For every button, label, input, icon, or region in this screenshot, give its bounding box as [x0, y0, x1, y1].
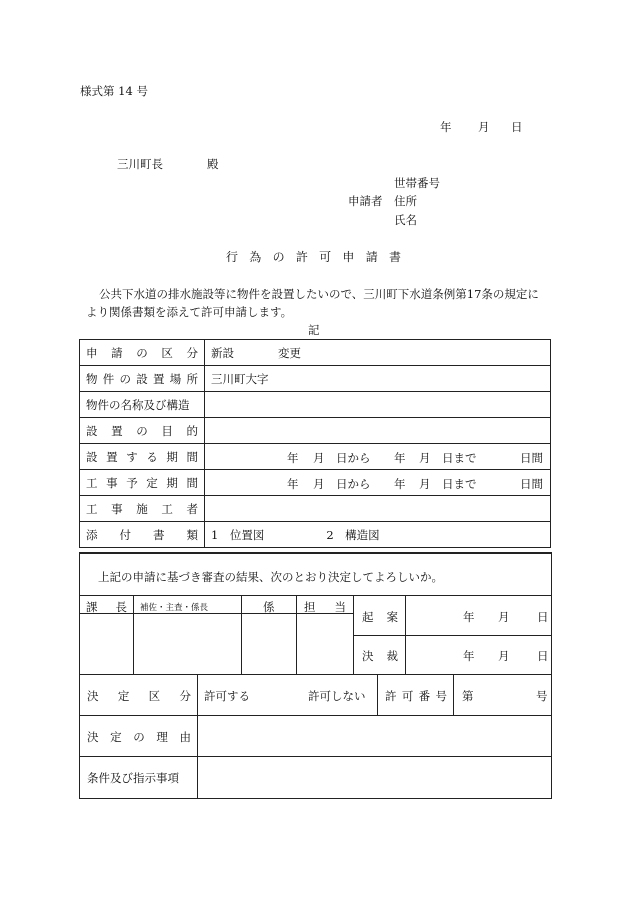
not-permit-option[interactable]: 許可しない [308, 689, 366, 703]
row-value[interactable] [205, 340, 551, 366]
title-char: の [272, 250, 285, 264]
document-title [226, 248, 401, 265]
row-label [80, 418, 205, 444]
label-char: 起 [362, 610, 374, 624]
label-char: の [136, 423, 148, 438]
period-day-to: 日まで [442, 477, 477, 491]
label-char: 書 [153, 527, 165, 542]
period-days: 日間 [520, 451, 543, 465]
divider [197, 674, 198, 798]
title-char: 書 [388, 250, 401, 264]
label-char: 由 [179, 730, 191, 744]
kessai-month: 月 [498, 649, 510, 663]
label-char: 決 [87, 689, 99, 703]
label-char: 許 [385, 689, 397, 703]
form-number: 様式第 14 号 [80, 84, 148, 98]
label-char: の [119, 371, 131, 386]
label-char: 間 [186, 475, 198, 490]
label-char: 区 [148, 689, 161, 703]
label-char: 案 [386, 610, 398, 624]
divider [80, 715, 551, 716]
permit-number-label [385, 688, 447, 704]
value-location: 三川町大字 [211, 371, 269, 386]
label-text: 物件の名称及び構造 [86, 397, 190, 412]
label-char: 施 [136, 501, 148, 516]
body-text-line2: より関係書類を添えて許可申請します。 [86, 305, 293, 319]
label-char: 分 [179, 689, 191, 703]
label-char: 事 [106, 475, 118, 490]
date-year: 年 [440, 120, 452, 134]
period-month: 月 [419, 477, 431, 491]
kacho-header [86, 599, 127, 615]
conditions-label: 条件及び指示事項 [87, 771, 179, 785]
label-char: 工 [86, 475, 98, 490]
label-char: 事 [111, 501, 123, 516]
row-value[interactable] [205, 496, 551, 522]
date-month: 月 [478, 120, 490, 134]
label-char: 区 [161, 345, 173, 360]
kessai-label [362, 648, 398, 664]
table-row [80, 418, 551, 444]
title-char: 可 [319, 250, 332, 264]
period-month: 月 [313, 477, 325, 491]
label-char: 者 [186, 501, 198, 516]
period-days: 日間 [520, 477, 543, 491]
label-char: 工 [161, 501, 173, 516]
period-day-from: 日から [336, 477, 371, 491]
period-year: 年 [394, 477, 406, 491]
divider [405, 595, 406, 674]
kian-day: 日 [537, 610, 549, 624]
attachment-1: 1 位置図 [211, 527, 265, 542]
label-char: る [146, 449, 158, 464]
kian-year: 年 [463, 610, 475, 624]
row-label [80, 340, 205, 366]
label-char: 所 [186, 371, 198, 386]
ki-note: 記 [308, 323, 320, 337]
label-char: 置 [111, 423, 123, 438]
household-number-label: 世帯番号 [394, 176, 440, 190]
title-char: 申 [342, 250, 355, 264]
period-day-to: 日まで [442, 451, 477, 465]
table-row [80, 366, 551, 392]
title-char: 為 [249, 250, 262, 264]
label-char: 課 [86, 600, 98, 614]
label-char: 置 [153, 371, 165, 386]
name-label: 氏名 [394, 213, 417, 227]
period-year: 年 [394, 451, 406, 465]
label-char: 申 [86, 345, 98, 360]
label-char: 号 [435, 689, 447, 703]
label-char: 場 [169, 371, 182, 386]
divider [377, 674, 378, 715]
label-char: 定 [146, 475, 158, 490]
label-char: 番 [418, 689, 431, 703]
label-char: 可 [401, 689, 414, 703]
row-label [80, 470, 205, 496]
reason-label [87, 729, 191, 745]
label-char: 設 [86, 449, 98, 464]
kessai-year: 年 [463, 649, 475, 663]
divider [133, 595, 134, 674]
label-char: 決 [362, 649, 374, 663]
period-value[interactable] [205, 444, 551, 470]
kessai-day: 日 [537, 649, 549, 663]
label-char: 目 [161, 423, 173, 438]
decision-label [87, 688, 191, 704]
period-month: 月 [419, 451, 431, 465]
divider [80, 756, 551, 757]
review-sentence: 上記の申請に基づき審査の結果、次のとおり決定してよろしいか。 [98, 570, 443, 584]
row-label [80, 522, 205, 548]
date-day: 日 [511, 120, 523, 134]
hosa-header: 補佐・主査・係長 [140, 603, 209, 613]
address-label: 住所 [394, 194, 417, 208]
divider [80, 674, 551, 675]
kakari-header: 係 [263, 600, 275, 614]
label-char: 工 [86, 501, 98, 516]
value-shinsetsu: 新設 [211, 345, 234, 360]
application-table [79, 339, 551, 548]
period-value[interactable] [205, 470, 551, 496]
table-row [80, 340, 551, 366]
label-char: 件 [102, 371, 115, 386]
period-year: 年 [287, 451, 299, 465]
table-row [80, 522, 551, 548]
label-char: 置 [106, 449, 118, 464]
applicant-role-label: 申請者 [348, 194, 383, 208]
value-henko: 変更 [278, 345, 301, 360]
label-char: 期 [166, 449, 178, 464]
row-label [80, 444, 205, 470]
title-char: 許 [295, 250, 308, 264]
period-month: 月 [313, 451, 325, 465]
label-char: 請 [111, 345, 123, 360]
label-char: の [133, 730, 145, 744]
permit-number-suffix: 号 [536, 689, 548, 703]
review-section [79, 552, 552, 799]
label-char: 当 [334, 600, 346, 614]
label-char: 間 [186, 449, 198, 464]
addressee-suffix: 殿 [207, 157, 219, 171]
kian-label [362, 609, 398, 625]
label-char: の [136, 345, 148, 360]
label-char: 分 [186, 345, 198, 360]
label-char: 予 [126, 475, 138, 490]
tanto-header [304, 599, 346, 615]
label-char: 理 [156, 730, 168, 744]
table-row [80, 470, 551, 496]
row-value[interactable] [205, 522, 551, 548]
kian-month: 月 [498, 610, 510, 624]
label-char: 付 [119, 527, 131, 542]
addressee: 三川町長 [117, 157, 163, 171]
row-value[interactable] [205, 366, 551, 392]
label-char: 類 [186, 527, 198, 542]
divider [80, 595, 551, 596]
table-row [80, 444, 551, 470]
label-char: 定 [117, 689, 130, 703]
permit-number-prefix: 第 [462, 689, 474, 703]
label-char: 担 [304, 600, 316, 614]
label-char: 裁 [386, 649, 398, 663]
row-label [80, 496, 205, 522]
label-char: 決 [87, 730, 99, 744]
attachment-2: 2 構造図 [326, 527, 380, 542]
title-char: 請 [365, 250, 378, 264]
table-row [80, 392, 551, 418]
divider [353, 595, 354, 674]
period-day-from: 日から [336, 451, 371, 465]
label-char: 的 [186, 423, 198, 438]
divider [296, 595, 297, 674]
title-char: 行 [226, 250, 239, 264]
label-char: す [126, 449, 138, 464]
row-label [80, 366, 205, 392]
divider [453, 674, 454, 715]
row-value[interactable] [205, 392, 551, 418]
label-char: 添 [86, 527, 98, 542]
label-char: 設 [86, 423, 98, 438]
label-char: 期 [166, 475, 178, 490]
body-text-line1: 公共下水道の排水施設等に物件を設置したいので、三川町下水道条例第17条の規定に [99, 287, 539, 301]
period-year: 年 [287, 477, 299, 491]
table-row [80, 496, 551, 522]
label-char: 物 [86, 371, 98, 386]
row-label [80, 392, 205, 418]
row-value[interactable] [205, 418, 551, 444]
divider [353, 635, 551, 636]
label-char: 定 [110, 730, 122, 744]
label-char: 長 [115, 600, 127, 614]
label-char: 設 [136, 371, 148, 386]
divider [241, 595, 242, 674]
permit-option[interactable]: 許可する [204, 689, 250, 703]
